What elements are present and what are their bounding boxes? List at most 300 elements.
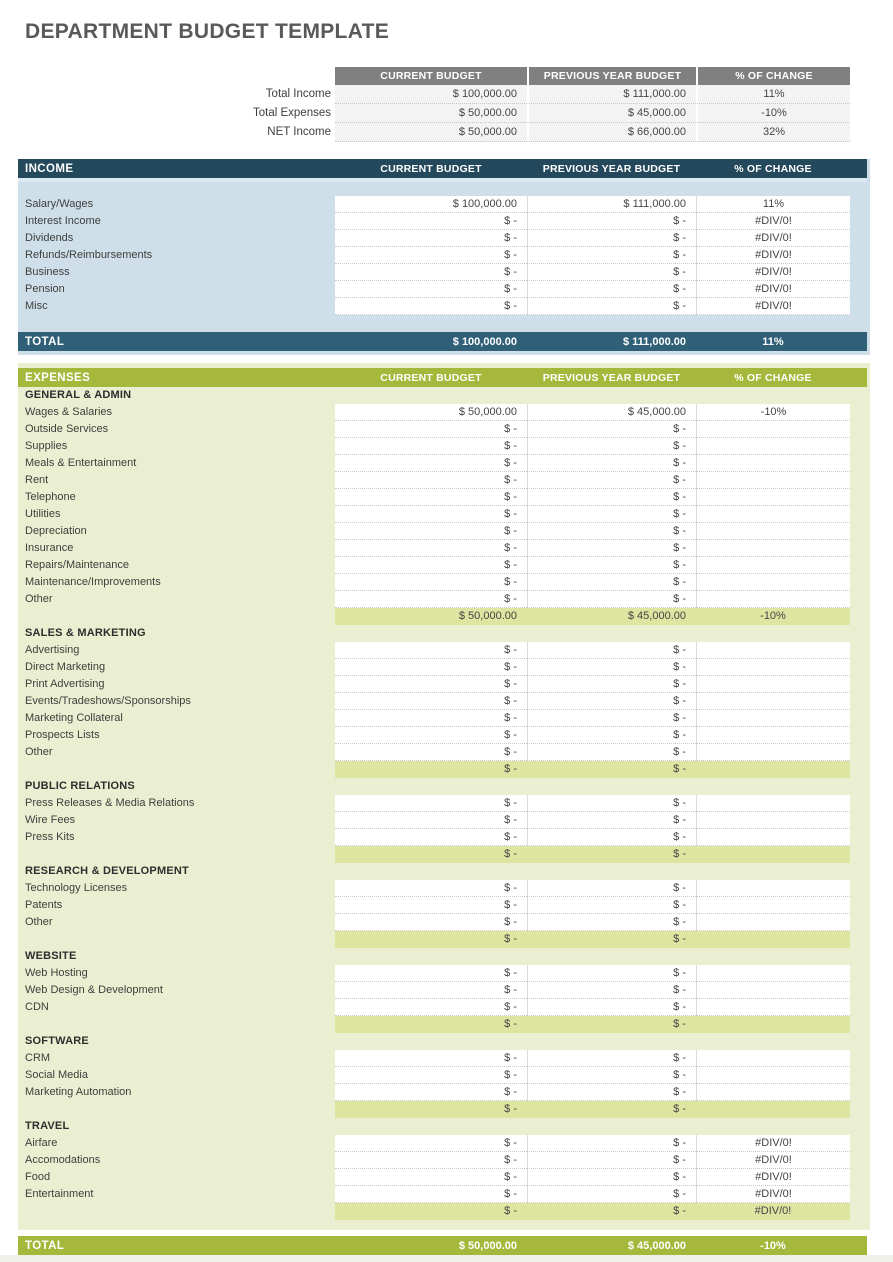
expense-row	[18, 523, 870, 540]
expense-percent-change-cell	[696, 591, 850, 608]
expense-subtotal-percent-change	[696, 1016, 850, 1033]
expense-subtotal-current-budget: $ -	[335, 1016, 527, 1033]
income-total-label: TOTAL	[25, 335, 65, 348]
expense-row-label: Airfare	[25, 1137, 58, 1149]
income-row-label: Dividends	[25, 232, 74, 244]
expense-subtotal-current-budget: $ -	[335, 931, 527, 948]
expense-previous-year-budget-cell[interactable]: $ -	[527, 812, 696, 829]
income-column-current-budget: CURRENT BUDGET	[380, 162, 482, 175]
expense-percent-change-cell	[696, 659, 850, 676]
expense-current-budget-cell[interactable]: $ -	[335, 1050, 527, 1067]
expense-current-budget-cell[interactable]: $ -	[335, 523, 527, 540]
expense-percent-change-cell	[696, 880, 850, 897]
expense-previous-year-budget-cell[interactable]: $ -	[527, 1050, 696, 1067]
expense-group-name: PUBLIC RELATIONS	[25, 780, 135, 792]
expense-current-budget-cell[interactable]: $ -	[335, 540, 527, 557]
income-previous-year-budget-cell[interactable]: $ -	[527, 213, 696, 230]
expense-row	[18, 404, 870, 421]
expense-row	[18, 1050, 870, 1067]
expense-previous-year-budget-cell[interactable]: $ -	[527, 421, 696, 438]
expense-percent-change-cell	[696, 421, 850, 438]
expense-subtotal-current-budget: $ -	[335, 1203, 527, 1220]
summary-row-label: NET Income	[267, 126, 331, 138]
expense-subtotal-spacer	[18, 1101, 335, 1118]
expense-row-label: Entertainment	[25, 1188, 94, 1200]
expense-row-label: Web Hosting	[25, 967, 88, 979]
expense-previous-year-budget-cell[interactable]: $ -	[527, 557, 696, 574]
expense-row	[18, 438, 870, 455]
expense-group-rows	[18, 1050, 870, 1101]
income-previous-year-budget-cell[interactable]: $ -	[527, 230, 696, 247]
expense-row	[18, 880, 870, 897]
expense-row	[18, 676, 870, 693]
expense-row	[18, 540, 870, 557]
expenses-column-percent-of-change: % OF CHANGE	[734, 371, 812, 384]
expense-current-budget-cell[interactable]: $ -	[335, 897, 527, 914]
expense-row-label: Print Advertising	[25, 678, 105, 690]
expense-current-budget-cell[interactable]: $ -	[335, 574, 527, 591]
income-previous-year-budget-cell[interactable]: $ -	[527, 298, 696, 315]
expense-percent-change-cell	[696, 455, 850, 472]
expense-row-label: Telephone	[25, 491, 76, 503]
income-current-budget-cell[interactable]: $ -	[335, 264, 527, 281]
expense-row-label: Marketing Automation	[25, 1086, 132, 1098]
summary-current-budget-cell: $ 100,000.00	[335, 85, 527, 104]
summary-column-current-budget: CURRENT BUDGET	[335, 67, 527, 85]
income-previous-year-budget-cell[interactable]: $ -	[527, 264, 696, 281]
expense-row-label: Press Kits	[25, 831, 75, 843]
expense-previous-year-budget-cell[interactable]: $ -	[527, 914, 696, 931]
expense-subtotal-spacer	[18, 1016, 335, 1033]
expense-row-label: Other	[25, 593, 53, 605]
expense-row	[18, 744, 870, 761]
expense-current-budget-cell[interactable]: $ -	[335, 421, 527, 438]
expense-previous-year-budget-cell[interactable]: $ -	[527, 676, 696, 693]
expenses-total-previous-year-budget: $ 45,000.00	[627, 1239, 686, 1252]
expense-group-subtotal-row	[18, 846, 870, 863]
expense-current-budget-cell[interactable]: $ -	[335, 744, 527, 761]
summary-header-row	[18, 67, 850, 85]
income-percent-change-cell: 11%	[696, 196, 850, 213]
expense-current-budget-cell[interactable]: $ -	[335, 727, 527, 744]
expense-row-label: Wire Fees	[25, 814, 76, 826]
expense-subtotal-percent-change	[696, 1101, 850, 1118]
expense-percent-change-cell	[696, 1067, 850, 1084]
expense-subtotal-previous-year-budget: $ 45,000.00	[527, 608, 696, 625]
income-current-budget-cell[interactable]: $ -	[335, 213, 527, 230]
income-current-budget-cell[interactable]: $ 100,000.00	[335, 196, 527, 213]
expense-previous-year-budget-cell[interactable]: $ -	[527, 999, 696, 1016]
summary-previous-year-budget-cell: $ 45,000.00	[527, 104, 696, 123]
expense-subtotal-previous-year-budget: $ -	[527, 1101, 696, 1118]
income-previous-year-budget-cell[interactable]: $ -	[527, 281, 696, 298]
expenses-column-previous-year-budget: PREVIOUS YEAR BUDGET	[542, 371, 681, 384]
expense-row-label: Marketing Collateral	[25, 712, 123, 724]
income-row	[18, 298, 870, 315]
expense-group-rows	[18, 965, 870, 1016]
income-previous-year-budget-cell[interactable]: $ 111,000.00	[527, 196, 696, 213]
expense-current-budget-cell[interactable]: $ -	[335, 591, 527, 608]
expense-subtotal-percent-change: -10%	[696, 608, 850, 625]
expense-row-label: Patents	[25, 899, 63, 911]
income-percent-change-cell: #DIV/0!	[696, 230, 850, 247]
expense-row	[18, 642, 870, 659]
expense-subtotal-previous-year-budget: $ -	[527, 1203, 696, 1220]
summary-header-spacer	[18, 67, 335, 85]
income-previous-year-budget-cell[interactable]: $ -	[527, 247, 696, 264]
expense-row	[18, 574, 870, 591]
expense-current-budget-cell[interactable]: $ -	[335, 642, 527, 659]
expense-row	[18, 455, 870, 472]
expense-subtotal-current-budget: $ 50,000.00	[335, 608, 527, 625]
expense-row-label: Technology Licenses	[25, 882, 128, 894]
expense-current-budget-cell[interactable]: $ -	[335, 1186, 527, 1203]
expense-group	[18, 387, 870, 625]
expense-row	[18, 829, 870, 846]
income-header-bar	[18, 159, 867, 178]
expense-current-budget-cell[interactable]: $ 50,000.00	[335, 404, 527, 421]
expense-row-label: Insurance	[25, 542, 74, 554]
expense-subtotal-percent-change	[696, 846, 850, 863]
summary-current-budget-cell: $ 50,000.00	[335, 104, 527, 123]
expense-row-label: Other	[25, 916, 53, 928]
expense-previous-year-budget-cell[interactable]: $ -	[527, 727, 696, 744]
expense-group-subtotal-row	[18, 608, 870, 625]
expense-row	[18, 693, 870, 710]
expense-current-budget-cell[interactable]: $ -	[335, 829, 527, 846]
expenses-section-title: EXPENSES	[25, 371, 91, 384]
expense-percent-change-cell	[696, 710, 850, 727]
expense-subtotal-spacer	[18, 1203, 335, 1220]
expense-previous-year-budget-cell[interactable]: $ -	[527, 574, 696, 591]
expense-group	[18, 625, 870, 778]
income-row-label: Pension	[25, 283, 65, 295]
expense-group	[18, 863, 870, 948]
expense-percent-change-cell	[696, 727, 850, 744]
expense-groups	[18, 387, 870, 1220]
summary-rows	[18, 85, 850, 142]
income-current-budget-cell[interactable]: $ -	[335, 281, 527, 298]
expense-previous-year-budget-cell[interactable]: $ -	[527, 455, 696, 472]
income-total-previous-year-budget: $ 111,000.00	[622, 335, 686, 348]
expense-row-label: Prospects Lists	[25, 729, 100, 741]
expense-percent-change-cell	[696, 472, 850, 489]
expense-previous-year-budget-cell[interactable]: $ -	[527, 489, 696, 506]
income-row-label: Misc	[25, 300, 48, 312]
expense-current-budget-cell[interactable]: $ -	[335, 659, 527, 676]
expenses-total-current-budget: $ 50,000.00	[458, 1239, 517, 1252]
expense-group-rows	[18, 642, 870, 761]
expense-row	[18, 1135, 870, 1152]
income-column-percent-of-change: % OF CHANGE	[734, 162, 812, 175]
income-percent-change-cell: #DIV/0!	[696, 264, 850, 281]
expenses-column-current-budget: CURRENT BUDGET	[380, 371, 482, 384]
income-row-label: Salary/Wages	[25, 198, 94, 210]
expense-row-label: Events/Tradeshows/Sponsorships	[25, 695, 191, 707]
income-total-bar	[18, 332, 867, 351]
expense-row	[18, 1067, 870, 1084]
expense-percent-change-cell	[696, 1084, 850, 1101]
expense-percent-change-cell	[696, 489, 850, 506]
expenses-total-bar	[18, 1236, 867, 1255]
expense-row	[18, 591, 870, 608]
expense-current-budget-cell[interactable]: $ -	[335, 1067, 527, 1084]
expense-row	[18, 795, 870, 812]
expense-group-name: SOFTWARE	[25, 1035, 89, 1047]
expense-percent-change-cell	[696, 557, 850, 574]
expense-percent-change-cell	[696, 795, 850, 812]
expense-group-name: SALES & MARKETING	[25, 627, 146, 639]
expense-subtotal-previous-year-budget: $ -	[527, 1016, 696, 1033]
expense-group-rows	[18, 880, 870, 931]
expense-row-label: Social Media	[25, 1069, 88, 1081]
expense-percent-change-cell	[696, 812, 850, 829]
expense-previous-year-budget-cell[interactable]: $ -	[527, 1084, 696, 1101]
expense-current-budget-cell[interactable]: $ -	[335, 710, 527, 727]
summary-row	[18, 85, 850, 104]
expense-group	[18, 1118, 870, 1220]
income-row	[18, 281, 870, 298]
expense-group	[18, 778, 870, 863]
expense-percent-change-cell	[696, 744, 850, 761]
expense-group-rows	[18, 404, 870, 608]
expense-subtotal-spacer	[18, 846, 335, 863]
expense-previous-year-budget-cell[interactable]: $ -	[527, 1135, 696, 1152]
income-percent-change-cell: #DIV/0!	[696, 247, 850, 264]
expense-percent-change-cell: -10%	[696, 404, 850, 421]
expense-row	[18, 999, 870, 1016]
income-section-title: INCOME	[25, 162, 74, 175]
expense-subtotal-percent-change	[696, 931, 850, 948]
expense-current-budget-cell[interactable]: $ -	[335, 982, 527, 999]
page-bottom-strip	[0, 1255, 893, 1262]
income-percent-change-cell: #DIV/0!	[696, 281, 850, 298]
expense-previous-year-budget-cell[interactable]: $ -	[527, 1186, 696, 1203]
expense-row-label: Maintenance/Improvements	[25, 576, 161, 588]
expense-subtotal-spacer	[18, 931, 335, 948]
expense-current-budget-cell[interactable]: $ -	[335, 914, 527, 931]
expense-percent-change-cell: #DIV/0!	[696, 1169, 850, 1186]
expense-previous-year-budget-cell[interactable]: $ -	[527, 540, 696, 557]
expense-percent-change-cell	[696, 438, 850, 455]
expense-row-label: Meals & Entertainment	[25, 457, 137, 469]
expense-group-rows	[18, 795, 870, 846]
income-total-current-budget: $ 100,000.00	[452, 335, 517, 348]
expense-percent-change-cell	[696, 693, 850, 710]
expense-percent-change-cell	[696, 914, 850, 931]
expense-current-budget-cell[interactable]: $ -	[335, 489, 527, 506]
expense-row	[18, 506, 870, 523]
expense-row-label: Supplies	[25, 440, 68, 452]
summary-current-budget-cell: $ 50,000.00	[335, 123, 527, 142]
expense-previous-year-budget-cell[interactable]: $ -	[527, 795, 696, 812]
expense-current-budget-cell[interactable]: $ -	[335, 557, 527, 574]
expense-row	[18, 489, 870, 506]
expense-current-budget-cell[interactable]: $ -	[335, 999, 527, 1016]
expense-current-budget-cell[interactable]: $ -	[335, 676, 527, 693]
expense-previous-year-budget-cell[interactable]: $ -	[527, 1169, 696, 1186]
income-top-spacer	[18, 182, 870, 196]
expense-row	[18, 1084, 870, 1101]
income-current-budget-cell[interactable]: $ -	[335, 230, 527, 247]
expense-row-label: Accomodations	[25, 1154, 101, 1166]
expense-previous-year-budget-cell[interactable]: $ -	[527, 965, 696, 982]
summary-column-percent-of-change: % OF CHANGE	[696, 67, 850, 85]
expense-subtotal-percent-change	[696, 761, 850, 778]
expense-row-label: Other	[25, 746, 53, 758]
expense-row	[18, 897, 870, 914]
expense-current-budget-cell[interactable]: $ -	[335, 880, 527, 897]
expense-previous-year-budget-cell[interactable]: $ -	[527, 1067, 696, 1084]
expense-group-subtotal-row	[18, 931, 870, 948]
expense-subtotal-spacer	[18, 761, 335, 778]
expense-group-name: WEBSITE	[25, 950, 77, 962]
expense-percent-change-cell: #DIV/0!	[696, 1135, 850, 1152]
expense-row	[18, 812, 870, 829]
income-current-budget-cell[interactable]: $ -	[335, 247, 527, 264]
expenses-header-bar	[18, 368, 867, 387]
expense-previous-year-budget-cell[interactable]: $ -	[527, 744, 696, 761]
expense-previous-year-budget-cell[interactable]: $ -	[527, 982, 696, 999]
expense-row	[18, 1152, 870, 1169]
expense-previous-year-budget-cell[interactable]: $ -	[527, 710, 696, 727]
expense-row-label: Utilities	[25, 508, 61, 520]
expense-row	[18, 727, 870, 744]
expense-percent-change-cell: #DIV/0!	[696, 1186, 850, 1203]
expense-previous-year-budget-cell[interactable]: $ -	[527, 659, 696, 676]
expense-previous-year-budget-cell[interactable]: $ -	[527, 880, 696, 897]
expense-subtotal-current-budget: $ -	[335, 1101, 527, 1118]
expense-current-budget-cell[interactable]: $ -	[335, 1135, 527, 1152]
expense-subtotal-current-budget: $ -	[335, 761, 527, 778]
income-row	[18, 196, 870, 213]
expense-row-label: Web Design & Development	[25, 984, 163, 996]
expense-previous-year-budget-cell[interactable]: $ -	[527, 829, 696, 846]
expense-percent-change-cell	[696, 642, 850, 659]
expense-row-label: CRM	[25, 1052, 51, 1064]
summary-row	[18, 104, 850, 123]
income-rows	[18, 196, 870, 315]
income-row	[18, 247, 870, 264]
expense-current-budget-cell[interactable]: $ -	[335, 795, 527, 812]
expense-subtotal-percent-change: #DIV/0!	[696, 1203, 850, 1220]
expense-current-budget-cell[interactable]: $ -	[335, 812, 527, 829]
expense-row	[18, 421, 870, 438]
expense-row-label: Rent	[25, 474, 49, 486]
expense-row-label: Depreciation	[25, 525, 87, 537]
expense-row	[18, 710, 870, 727]
expense-current-budget-cell[interactable]: $ -	[335, 965, 527, 982]
expense-current-budget-cell[interactable]: $ -	[335, 1152, 527, 1169]
expense-current-budget-cell[interactable]: $ -	[335, 472, 527, 489]
expense-subtotal-spacer	[18, 608, 335, 625]
expense-row-label: Direct Marketing	[25, 661, 106, 673]
expense-current-budget-cell[interactable]: $ -	[335, 693, 527, 710]
expense-previous-year-budget-cell[interactable]: $ -	[527, 438, 696, 455]
income-row	[18, 264, 870, 281]
summary-column-previous-year-budget: PREVIOUS YEAR BUDGET	[527, 67, 696, 85]
expense-group-subtotal-row	[18, 1016, 870, 1033]
expense-row-label: Advertising	[25, 644, 80, 656]
expense-previous-year-budget-cell[interactable]: $ 45,000.00	[527, 404, 696, 421]
expense-current-budget-cell[interactable]: $ -	[335, 506, 527, 523]
expense-subtotal-current-budget: $ -	[335, 846, 527, 863]
expense-row-label: CDN	[25, 1001, 49, 1013]
expense-group-rows	[18, 1135, 870, 1203]
expense-row	[18, 557, 870, 574]
expense-previous-year-budget-cell[interactable]: $ -	[527, 1152, 696, 1169]
income-column-previous-year-budget: PREVIOUS YEAR BUDGET	[542, 162, 681, 175]
expense-previous-year-budget-cell[interactable]: $ -	[527, 506, 696, 523]
summary-percent-change-cell: 32%	[696, 123, 850, 142]
expense-percent-change-cell	[696, 897, 850, 914]
expense-row-label: Food	[25, 1171, 51, 1183]
expense-previous-year-budget-cell[interactable]: $ -	[527, 472, 696, 489]
expense-previous-year-budget-cell[interactable]: $ -	[527, 591, 696, 608]
summary-row-label: Total Expenses	[253, 107, 331, 119]
expense-previous-year-budget-cell[interactable]: $ -	[527, 642, 696, 659]
expense-percent-change-cell	[696, 999, 850, 1016]
expenses-total-label: TOTAL	[25, 1239, 65, 1252]
expense-percent-change-cell	[696, 540, 850, 557]
expense-current-budget-cell[interactable]: $ -	[335, 1084, 527, 1101]
summary-row	[18, 123, 850, 142]
income-current-budget-cell[interactable]: $ -	[335, 298, 527, 315]
summary-percent-change-cell: 11%	[696, 85, 850, 104]
expense-current-budget-cell[interactable]: $ -	[335, 1169, 527, 1186]
expense-group-subtotal-row	[18, 761, 870, 778]
expense-row-label: Outside Services	[25, 423, 109, 435]
expense-percent-change-cell	[696, 676, 850, 693]
expense-group-name: RESEARCH & DEVELOPMENT	[25, 865, 189, 877]
expenses-total-percent-change: -10%	[760, 1239, 786, 1252]
expense-current-budget-cell[interactable]: $ -	[335, 438, 527, 455]
expense-group-name: GENERAL & ADMIN	[25, 389, 132, 401]
income-section	[18, 159, 870, 355]
expense-row-label: Repairs/Maintenance	[25, 559, 129, 571]
summary-row-label: Total Income	[265, 88, 331, 100]
expense-row-label: Wages & Salaries	[25, 406, 113, 418]
expense-row-label: Press Releases & Media Relations	[25, 797, 195, 809]
expense-group-subtotal-row	[18, 1203, 870, 1220]
expense-row	[18, 659, 870, 676]
expense-previous-year-budget-cell[interactable]: $ -	[527, 693, 696, 710]
expense-current-budget-cell[interactable]: $ -	[335, 455, 527, 472]
income-bottom-spacer	[18, 315, 870, 332]
expense-subtotal-previous-year-budget: $ -	[527, 846, 696, 863]
summary-percent-change-cell: -10%	[696, 104, 850, 123]
expense-row	[18, 965, 870, 982]
income-row-label: Refunds/Reimbursements	[25, 249, 153, 261]
expense-group	[18, 948, 870, 1033]
expense-row	[18, 914, 870, 931]
income-total-percent-change: 11%	[762, 335, 784, 348]
expense-group-name: TRAVEL	[25, 1120, 70, 1132]
expense-previous-year-budget-cell[interactable]: $ -	[527, 523, 696, 540]
expense-row	[18, 982, 870, 999]
expense-percent-change-cell	[696, 574, 850, 591]
summary-previous-year-budget-cell: $ 111,000.00	[527, 85, 696, 104]
expense-subtotal-previous-year-budget: $ -	[527, 931, 696, 948]
expense-percent-change-cell	[696, 982, 850, 999]
expense-percent-change-cell: #DIV/0!	[696, 1152, 850, 1169]
expense-group	[18, 1033, 870, 1118]
income-row	[18, 230, 870, 247]
expenses-section	[18, 363, 870, 1230]
page-title: DEPARTMENT BUDGET TEMPLATE	[25, 20, 390, 43]
expense-previous-year-budget-cell[interactable]: $ -	[527, 897, 696, 914]
income-row-label: Business	[25, 266, 70, 278]
